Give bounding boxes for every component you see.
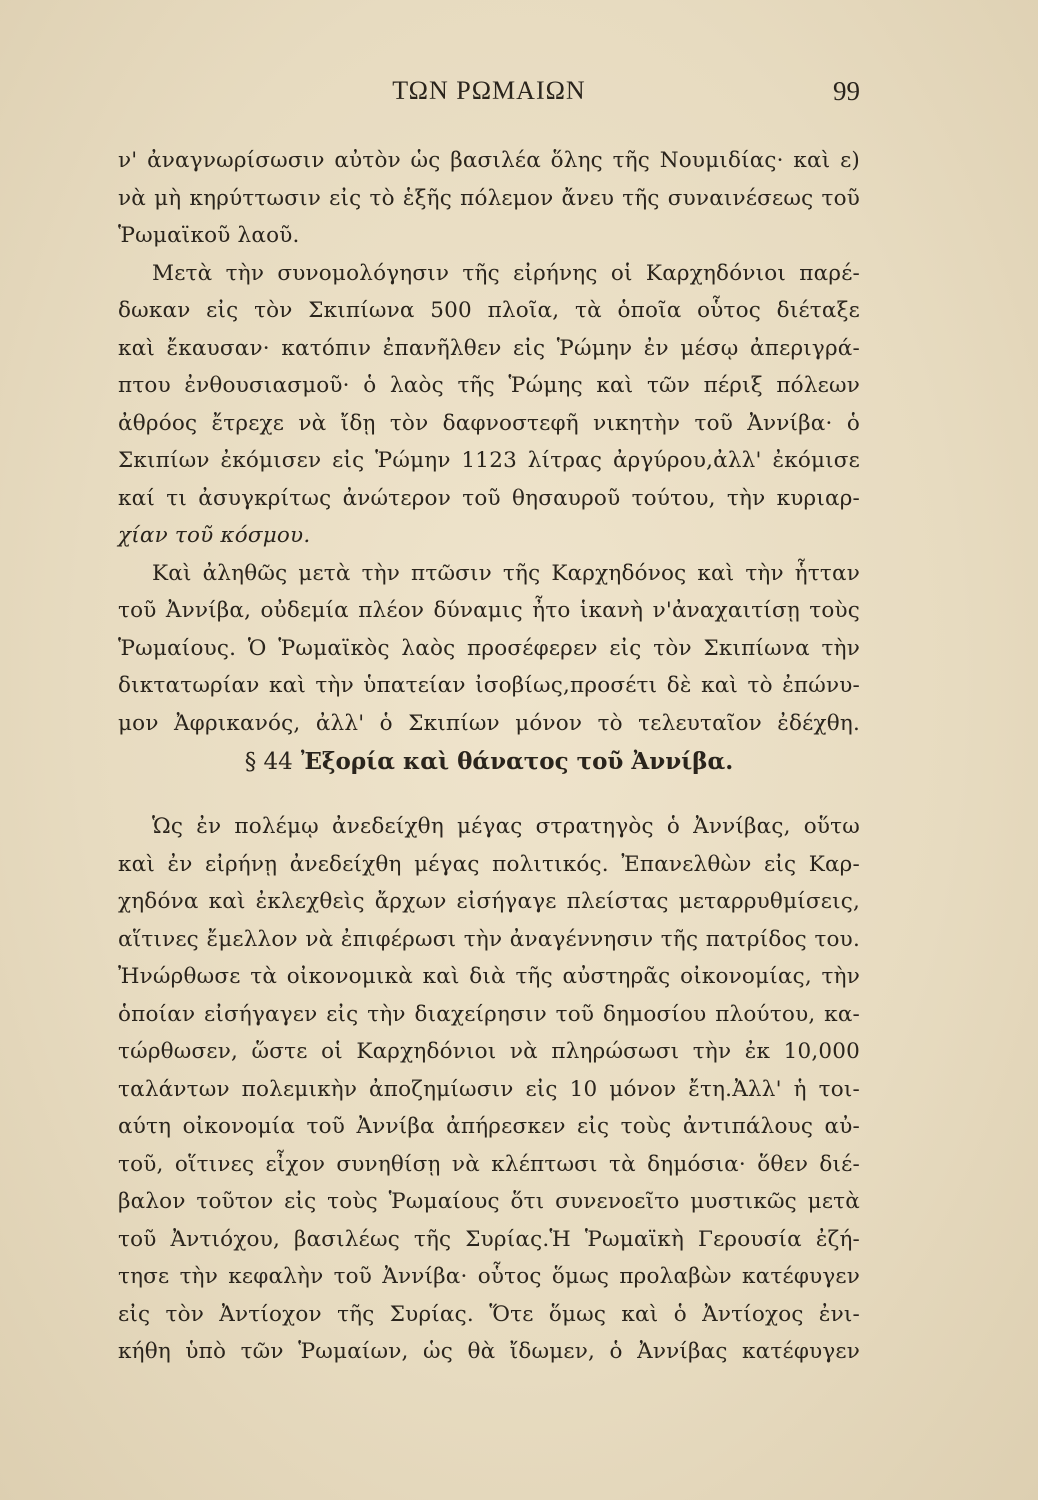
text-line: τοῦ Ἀντιόχου, βασιλέως τῆς Συρίας.Ἡ Ῥωμαϊκὴ Γερουσία ἐζή-	[118, 1226, 860, 1252]
page-header	[118, 76, 860, 116]
text-line: καὶ ἐν εἰρήνῃ ἀνεδείχθη μέγας πολιτικός. Ἐπανελθὼν εἰς Καρ-	[118, 851, 860, 877]
text-line: ταλάντων πολεμικὴν ἀποζημίωσιν εἰς 10 μόνον ἔτη.Ἀλλ' ἡ τοι-	[118, 1076, 860, 1102]
text-line: τοῦ, οἵτινες εἶχον συνηθίσῃ νὰ κλέπτωσι τὰ δημόσια· ὅθεν διέ-	[118, 1151, 860, 1177]
paragraph-block-2	[118, 808, 860, 1371]
text-line: χίαν τοῦ κόσμου.	[118, 523, 311, 548]
text-line: ν' ἀναγνωρίσωσιν αὐτὸν ὡς βασιλέα ὅλης τῆς Νουμιδίας· καὶ ε)	[118, 148, 860, 173]
section-heading	[118, 742, 860, 782]
text-line: βαλον τοῦτον εἰς τοὺς Ῥωμαίους ὅτι συνενοεῖτο μυστικῶς μετὰ	[118, 1189, 860, 1214]
running-head: ΤΩΝ ΡΩΜΑΙΩΝ	[392, 76, 586, 105]
text-line: δωκαν εἰς τὸν Σκιπίωνα 500 πλοῖα, τὰ ὁποῖα οὗτος διέταξε	[118, 298, 860, 323]
text-line: κήθη ὑπὸ τῶν Ῥωμαίων, ὡς θὰ ἴδωμεν, ὁ Ἀννίβας κατέφυγεν	[118, 1339, 860, 1364]
section-title: Ἐξορία καὶ θάνατος τοῦ Ἀννίβα.	[300, 748, 734, 775]
paragraph-block-1	[118, 142, 860, 742]
text-line: καί τι ἀσυγκρίτως ἀνώτερον τοῦ θησαυροῦ τούτου, τὴν κυριαρ-	[118, 485, 860, 511]
text-line: τοῦ Ἀννίβα, οὐδεμία πλέον δύναμις ἦτο ἱκανὴ ν'ἀναχαιτίσῃ τοὺς	[118, 598, 860, 623]
text-line: πτου ἐνθουσιασμοῦ· ὁ λαὸς τῆς Ῥώμης καὶ τῶν πέριξ πόλεων	[118, 373, 860, 398]
text-line: εἰς τὸν Ἀντίοχον τῆς Συρίας. Ὅτε ὅμως καὶ ὁ Ἀντίοχος ἐνι-	[118, 1301, 860, 1327]
text-line: χηδόνα καὶ ἐκλεχθεὶς ἄρχων εἰσήγαγε πλείστας μεταρρυθμίσεις,	[118, 889, 860, 914]
text-line: Ῥωμαίους. Ὁ Ῥωμαϊκὸς λαὸς προσέφερεν εἰς τὸν Σκιπίωνα τὴν	[118, 635, 860, 661]
text-line: δικτατωρίαν καὶ τὴν ὑπατείαν ἰσοβίως,προσέτι δὲ καὶ τὸ ἐπώνυ-	[118, 673, 860, 698]
text-line: ὁποίαν εἰσήγαγεν εἰς τὴν διαχείρησιν τοῦ δημοσίου πλούτου, κα-	[118, 1001, 860, 1027]
text-line: Ἠνώρθωσε τὰ οἰκονομικὰ καὶ διὰ τῆς αὐστηρᾶς οἰκονομίας, τὴν	[118, 964, 860, 989]
text-line: καὶ ἔκαυσαν· κατόπιν ἐπανῆλθεν εἰς Ῥώμην ἐν μέσῳ ἀπεριγρά-	[118, 335, 860, 361]
text-line: Ῥωμαϊκοῦ λαοῦ.	[118, 223, 300, 248]
section-number: § 44	[244, 749, 293, 775]
text-line: Μετὰ τὴν συνομολόγησιν τῆς εἰρήνης οἱ Καρχηδόνιοι παρέ-	[152, 260, 860, 286]
text-line: αύτη οἰκονομία τοῦ Ἀννίβα ἀπήρεσκεν εἰς τοὺς ἀντιπάλους αὐ-	[118, 1114, 860, 1139]
text-line: νὰ μὴ κηρύττωσιν εἰς τὸ ἑξῆς πόλεμον ἄνευ τῆς συναινέσεως τοῦ	[118, 185, 860, 211]
text-line: Καὶ ἀληθῶς μετὰ τὴν πτῶσιν τῆς Καρχηδόνος καὶ τὴν ἧτταν	[152, 560, 860, 586]
text-line: Σκιπίων ἐκόμισεν εἰς Ῥώμην 1123 λίτρας ἀργύρου,ἀλλ' ἐκόμισε	[118, 448, 860, 473]
text-line: τησε τὴν κεφαλὴν τοῦ Ἀννίβα· οὗτος ὅμως προλαβὼν κατέφυγεν	[118, 1264, 860, 1289]
text-line: Ὡς ἐν πολέμῳ ἀνεδείχθη μέγας στρατηγὸς ὁ Ἀννίβας, οὕτω	[152, 814, 860, 839]
page-number: 99	[833, 76, 860, 106]
text-line: ἀθρόος ἔτρεχε νὰ ἴδῃ τὸν δαφνοστεφῆ νικητὴν τοῦ Ἀννίβα· ὁ	[118, 410, 860, 436]
text-line: μον Ἀφρικανός, ἀλλ' ὁ Σκιπίων μόνον τὸ τελευταῖον ἐδέχθη.	[118, 710, 860, 736]
text-line: αἵτινες ἔμελλον νὰ ἐπιφέρωσι τὴν ἀναγέννησιν τῆς πατρίδος του.	[118, 926, 860, 952]
text-line: τώρθωσεν, ὥστε οἱ Καρχηδόνιοι νὰ πληρώσωσι τὴν ἐκ 10,000	[118, 1039, 860, 1064]
